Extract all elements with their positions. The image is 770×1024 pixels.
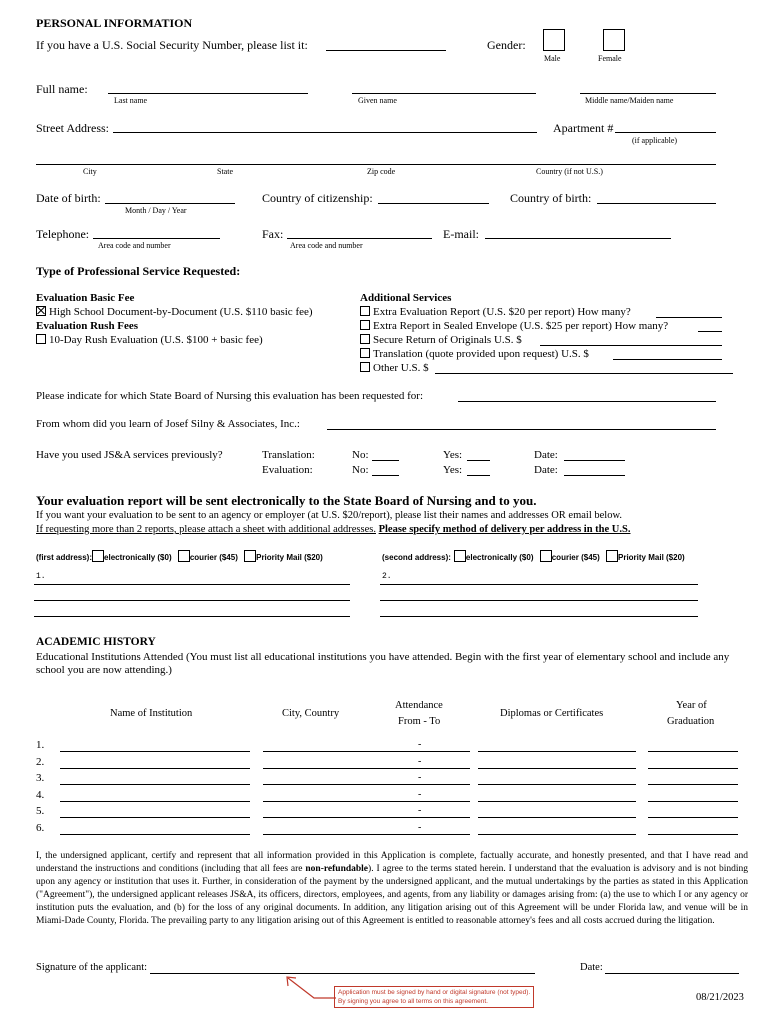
dob-label: Date of birth: xyxy=(36,191,101,205)
col-year-sub: Graduation xyxy=(667,716,715,727)
learn-from-label: From whom did you learn of Josef Silny & Associates, Inc.: xyxy=(36,418,300,430)
ssn-label: If you have a U.S. Social Security Number, please list it: xyxy=(36,38,308,52)
date-label-1: Date: xyxy=(534,449,558,461)
personal-heading: PERSONAL INFORMATION xyxy=(36,16,193,30)
signature-date-label: Date: xyxy=(580,962,603,973)
email-field[interactable] xyxy=(485,238,671,239)
graduation-year-field[interactable] xyxy=(648,801,738,802)
service-heading: Type of Professional Service Requested: xyxy=(36,264,241,278)
last-name-caption: Last name xyxy=(114,96,148,105)
birth-country-label: Country of birth: xyxy=(510,191,592,205)
first-electronic-label: electronically ($0) xyxy=(104,553,172,562)
apartment-field[interactable] xyxy=(615,132,716,133)
academic-row-number: 6. xyxy=(36,821,45,834)
second-priority-checkbox[interactable] xyxy=(606,550,618,562)
additional-heading: Additional Services xyxy=(360,292,452,304)
fax-label: Fax: xyxy=(262,227,284,241)
evaluation-date-field[interactable] xyxy=(564,475,625,476)
attendance-field[interactable] xyxy=(374,801,470,802)
col-city-header: City, Country xyxy=(282,708,340,719)
delivery-method-note: Please specify method of delivery per address in the U.S. xyxy=(378,524,631,535)
col-name-header: Name of Institution xyxy=(110,708,193,719)
second-address-label: (second address): xyxy=(382,553,451,562)
diploma-field[interactable] xyxy=(478,751,636,752)
high-school-option[interactable] xyxy=(36,306,313,318)
translation-q-label: Translation: xyxy=(262,449,315,461)
certification-part2: ). I agree to the terms stated herein. I understand that the evaluation is advisory and is not binding upon any agency or institution that uses it. Further, in consideration of the payment by the undersigned applicant, and the mutual undertakings by the parties as stated in this Application ("Agreement"), the undersigned applicant releases JS&A, its officers, directors, employees, and agents, from any liability or damages arising from: (a) the use to which I or any agency or institution puts the evaluation, and (b) for the loss of any original documents. In addition, any litigation arising out of this Agreement will be under Florida law, and venue will be in Miami-Dade County, Florida. The prevailing party to any litigation arising out of this Agreement is entitled to reasonable attorney's fees and all costs accrued during the litigation. xyxy=(36,864,748,926)
academic-row-number: 1. xyxy=(36,739,45,751)
city-caption: City xyxy=(83,167,97,176)
basic-fee-heading: Evaluation Basic Fee xyxy=(36,292,135,304)
checkbox-icon[interactable] xyxy=(360,306,370,316)
other-amount[interactable] xyxy=(435,373,733,374)
fax-field[interactable] xyxy=(287,238,432,239)
evaluation-q-label: Evaluation: xyxy=(262,464,313,476)
sealed-report-option[interactable] xyxy=(360,320,668,332)
translation-no-field[interactable] xyxy=(372,460,399,461)
diploma-field[interactable] xyxy=(478,834,636,835)
given-name-caption: Given name xyxy=(358,96,397,105)
delivery-attach-note: If requesting more than 2 reports, please attach a sheet with additional addresses. xyxy=(36,524,376,535)
col-attendance-header: Attendance xyxy=(395,700,443,711)
first-courier-label: courier ($45) xyxy=(189,553,238,562)
graduation-year-field[interactable] xyxy=(648,751,738,752)
col-diplomas-header: Diplomas or Certificates xyxy=(500,708,604,719)
first-address-number: 1. xyxy=(36,572,46,581)
rush-fee-heading: Evaluation Rush Fees xyxy=(36,320,139,332)
institution-field[interactable] xyxy=(60,751,250,752)
telephone-caption: Area code and number xyxy=(98,241,171,250)
first-priority-checkbox[interactable] xyxy=(244,550,256,562)
academic-row-number: 4. xyxy=(36,788,45,801)
attendance-dash: - xyxy=(418,821,422,833)
col-attendance-sub: From - To xyxy=(398,716,441,727)
institution-field[interactable] xyxy=(60,834,250,835)
secure-return-option[interactable] xyxy=(360,334,522,346)
first-address-options xyxy=(36,550,323,562)
extra-report-label: Extra Evaluation Report (U.S. $20 per report) How many? xyxy=(373,306,631,318)
birth-country-field[interactable] xyxy=(597,203,716,204)
given-name-field[interactable] xyxy=(352,93,536,94)
last-name-field[interactable] xyxy=(108,93,308,94)
female-checkbox[interactable] xyxy=(603,29,625,51)
sealed-report-label: Extra Report in Sealed Envelope (U.S. $25 per report) How many? xyxy=(373,320,669,332)
learn-from-field[interactable] xyxy=(327,429,716,430)
academic-row-number: 5. xyxy=(36,805,45,817)
institution-field[interactable] xyxy=(60,784,250,785)
rush-label: 10-Day Rush Evaluation (U.S. $100 + basic fee) xyxy=(49,334,263,346)
signature-label: Signature of the applicant: xyxy=(36,962,148,973)
first-address-line[interactable] xyxy=(34,584,350,585)
delivery-heading: Your evaluation report will be sent electronically to the State Board of Nursing and to you. xyxy=(36,493,537,508)
arrow-icon xyxy=(284,974,340,1002)
certification-part1: I, the undersigned applicant, certify and represent that all information provided in this Application is complete, factually accurate, and honestly presented, and that I have read and understand the instructions and conditions (including that all fees are xyxy=(36,851,748,874)
dob-field[interactable] xyxy=(105,203,235,204)
translation-amount[interactable] xyxy=(613,359,722,360)
extra-report-option[interactable] xyxy=(360,306,631,318)
attendance-dash: - xyxy=(418,805,422,816)
used-services-label: Have you used JS&A services previously? xyxy=(36,449,223,461)
checked-checkbox-icon[interactable] xyxy=(36,306,46,316)
attendance-field[interactable] xyxy=(374,768,470,769)
certification-text xyxy=(36,850,748,928)
second-electronic-label: electronically ($0) xyxy=(465,553,534,562)
no-label-1: No: xyxy=(352,449,369,461)
extra-report-count[interactable] xyxy=(656,317,722,318)
gender-label: Gender: xyxy=(487,38,526,52)
zip-caption: Zip code xyxy=(367,167,396,176)
street-field[interactable] xyxy=(113,132,537,133)
street-label: Street Address: xyxy=(36,121,109,135)
first-address-line[interactable] xyxy=(34,600,350,601)
checkbox-icon[interactable] xyxy=(360,362,370,372)
diploma-field[interactable] xyxy=(478,784,636,785)
checkbox-icon[interactable] xyxy=(36,334,46,344)
translation-option[interactable] xyxy=(360,348,589,360)
translation-label: Translation (quote provided upon request) U.S. $ xyxy=(373,348,589,360)
fullname-label: Full name: xyxy=(36,82,88,96)
citizenship-label: Country of citizenship: xyxy=(262,191,373,205)
diploma-field[interactable] xyxy=(478,801,636,802)
state-board-label: Please indicate for which State Board of Nursing this evaluation has been requested for: xyxy=(36,390,424,402)
translation-yes-field[interactable] xyxy=(467,460,490,461)
first-courier-checkbox[interactable] xyxy=(178,550,190,562)
academic-row-number: 3. xyxy=(36,772,45,784)
second-electronic-checkbox[interactable] xyxy=(454,550,466,562)
female-label: Female xyxy=(598,54,622,63)
attendance-field[interactable] xyxy=(374,751,470,752)
second-courier-checkbox[interactable] xyxy=(540,550,552,562)
country-caption: Country (if not U.S.) xyxy=(536,167,603,176)
signature-field[interactable] xyxy=(150,973,535,974)
second-address-number: 2. xyxy=(382,572,392,581)
citizenship-field[interactable] xyxy=(378,203,489,204)
attendance-dash: - xyxy=(418,788,422,800)
male-label: Male xyxy=(544,54,561,63)
attendance-field[interactable] xyxy=(374,817,470,818)
second-courier-label: courier ($45) xyxy=(551,553,600,562)
dob-caption: Month / Day / Year xyxy=(125,206,187,215)
attendance-dash: - xyxy=(418,755,422,767)
first-priority-label: Priority Mail ($20) xyxy=(256,553,323,562)
checkbox-icon[interactable] xyxy=(360,320,370,330)
academic-heading: ACADEMIC HISTORY xyxy=(36,636,156,648)
academic-instructions: Educational Institutions Attended (You must list all educational institutions you have attended. Begin with the first year of elementary school and include any school you are now attending.) xyxy=(36,651,730,676)
middle-name-field[interactable] xyxy=(580,93,716,94)
telephone-field[interactable] xyxy=(93,238,220,239)
evaluation-yes-field[interactable] xyxy=(467,475,490,476)
yes-label-2: Yes: xyxy=(443,464,463,476)
checkbox-icon[interactable] xyxy=(360,334,370,344)
other-label: Other U.S. $ xyxy=(373,362,429,374)
graduation-year-field[interactable] xyxy=(648,834,738,835)
other-option[interactable] xyxy=(360,362,429,374)
sealed-report-count[interactable] xyxy=(698,331,722,332)
second-address-line[interactable] xyxy=(380,584,698,585)
telephone-label: Telephone: xyxy=(36,227,90,241)
signature-date-field[interactable] xyxy=(605,973,739,974)
diploma-field[interactable] xyxy=(478,768,636,769)
academic-row-number: 2. xyxy=(36,755,45,768)
delivery-line2 xyxy=(36,524,630,535)
attendance-dash: - xyxy=(418,772,422,783)
second-address-options xyxy=(382,550,685,562)
first-electronic-checkbox[interactable] xyxy=(92,550,104,562)
graduation-year-field[interactable] xyxy=(648,817,738,818)
evaluation-no-field[interactable] xyxy=(372,475,399,476)
non-refundable-text: non-refundable xyxy=(305,864,369,874)
first-address-line[interactable] xyxy=(34,616,350,617)
second-address-line[interactable] xyxy=(380,600,698,601)
if-applicable-caption: (if applicable) xyxy=(632,136,678,145)
email-label: E-mail: xyxy=(443,227,479,241)
state-caption: State xyxy=(217,167,233,176)
secure-return-amount[interactable] xyxy=(540,345,722,346)
graduation-year-field[interactable] xyxy=(648,784,738,785)
second-priority-label: Priority Mail ($20) xyxy=(618,553,685,562)
date-label-2: Date: xyxy=(534,464,558,476)
signature-note-line2: By signing you agree to all terms on this agreement. xyxy=(338,998,488,1005)
rush-option[interactable] xyxy=(36,334,263,346)
fax-caption: Area code and number xyxy=(290,241,363,250)
second-address-line[interactable] xyxy=(380,616,698,617)
attendance-field[interactable] xyxy=(374,784,470,785)
first-address-label: (first address): xyxy=(36,553,93,562)
ssn-field[interactable] xyxy=(326,50,446,51)
middle-name-caption: Middle name/Maiden name xyxy=(585,96,674,105)
translation-date-field[interactable] xyxy=(564,460,625,461)
institution-field[interactable] xyxy=(60,768,250,769)
male-checkbox[interactable] xyxy=(543,29,565,51)
attendance-dash: - xyxy=(418,739,422,750)
high-school-label: High School Document-by-Document (U.S. $110 basic fee) xyxy=(49,306,313,318)
attendance-field[interactable] xyxy=(374,834,470,835)
yes-label-1: Yes: xyxy=(443,449,463,461)
delivery-line1: If you want your evaluation to be sent to an agency or employer (at U.S. $20/report), please list their names and addresses OR email below. xyxy=(36,510,622,521)
apartment-label: Apartment # xyxy=(553,121,614,135)
no-label-2: No: xyxy=(352,464,369,476)
graduation-year-field[interactable] xyxy=(648,768,738,769)
form-date: 08/21/2023 xyxy=(696,992,744,1003)
institution-field[interactable] xyxy=(60,801,250,802)
checkbox-icon[interactable] xyxy=(360,348,370,358)
city-state-zip-field[interactable] xyxy=(36,164,716,165)
signature-note xyxy=(334,986,534,1008)
secure-return-label: Secure Return of Originals U.S. $ xyxy=(373,334,522,346)
col-year-header: Year of xyxy=(676,700,707,711)
signature-note-line1: Application must be signed by hand or digital signature (not typed). xyxy=(338,989,531,996)
institution-field[interactable] xyxy=(60,817,250,818)
diploma-field[interactable] xyxy=(478,817,636,818)
state-board-field[interactable] xyxy=(458,401,716,402)
